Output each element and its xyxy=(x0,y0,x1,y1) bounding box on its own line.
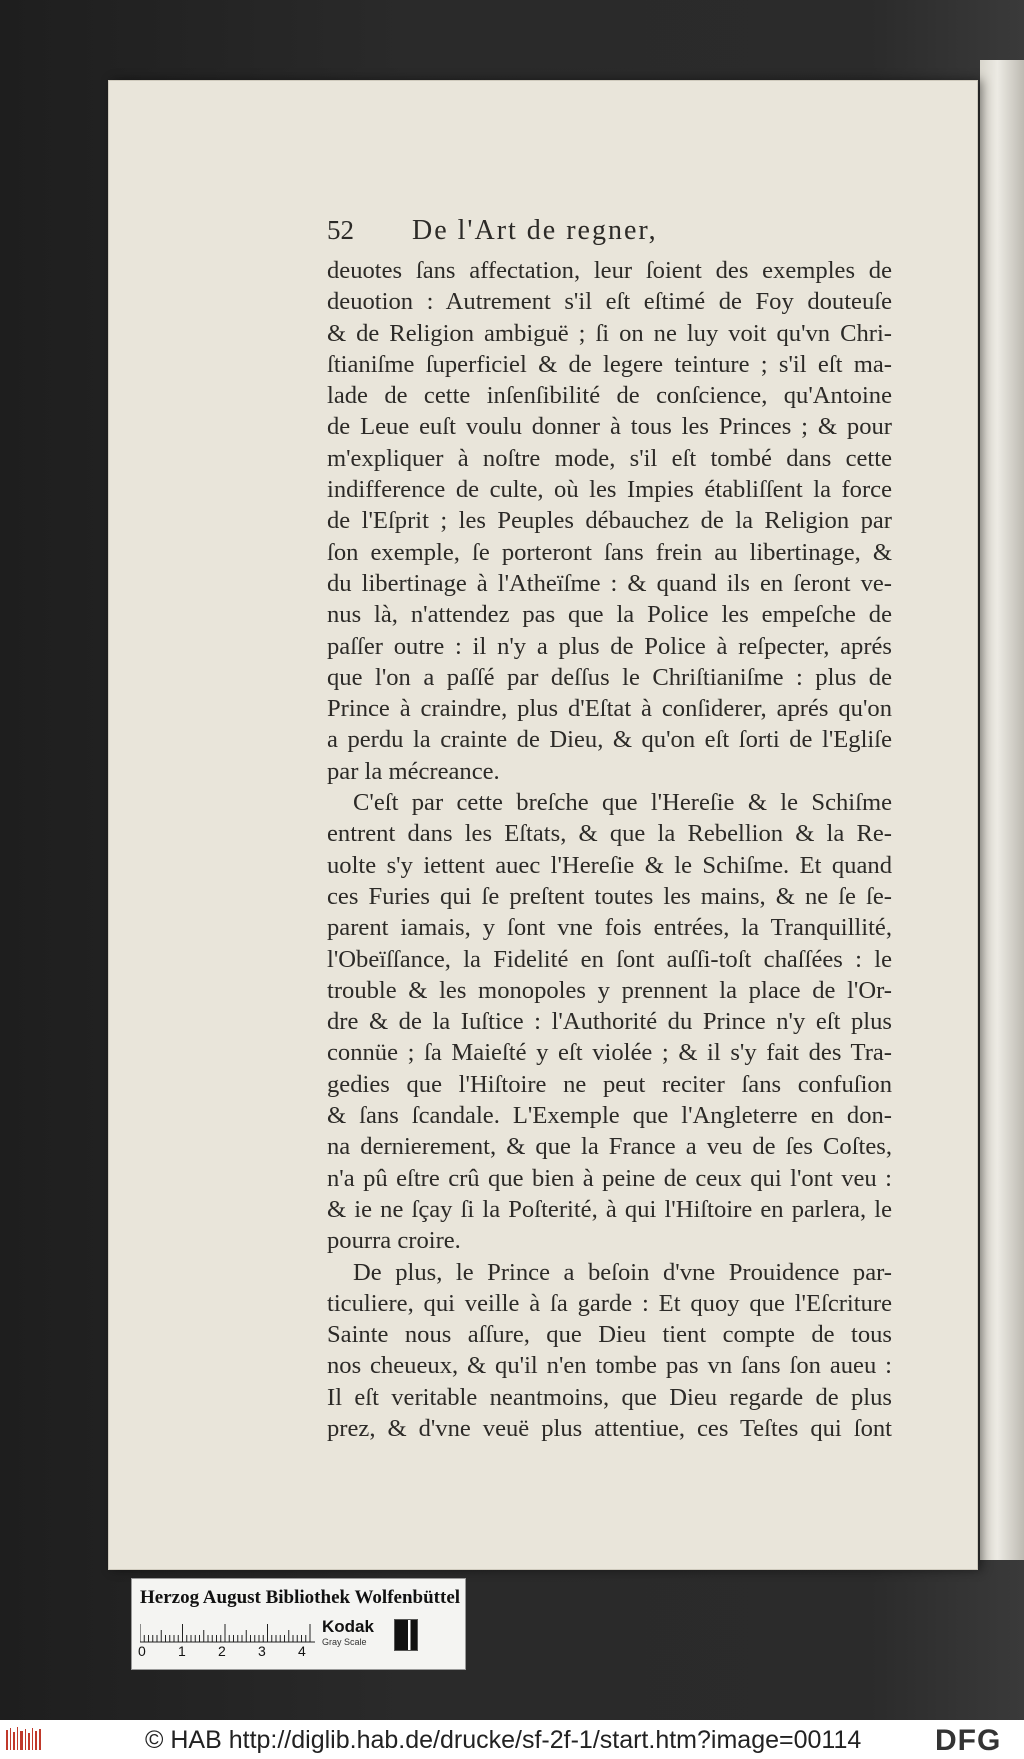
text-line: ſon exemple, ſe porteront ſans frein au libertinage, & xyxy=(327,538,892,566)
gray-patch-icon xyxy=(394,1619,418,1651)
next-page-edge xyxy=(980,60,1024,1560)
text-line: ticuliere, qui veille à ſa garde : Et quoy que l'Eſcriture xyxy=(327,1289,892,1317)
text-line: & ſans ſcandale. L'Exemple que l'Angleterre en don- xyxy=(327,1102,892,1130)
text-line: par la mécreance. xyxy=(327,757,500,785)
text-line: indifference de culte, où les Impies établiſſent la force xyxy=(327,476,892,504)
scale-card-title: Herzog August Bibliothek Wolfenbüttel xyxy=(140,1587,461,1608)
ruler-tick-label: 2 xyxy=(218,1643,226,1659)
dfg-logo: DFG xyxy=(935,1724,1002,1757)
text-line: l'Obeïſſance, la Fidelité en ſont auſſi-toſt chaſſées : le xyxy=(327,945,892,973)
kodak-gray-scale-label: Gray Scale xyxy=(322,1637,367,1647)
ruler-tick-label: 3 xyxy=(258,1643,266,1659)
text-line: gedies que l'Hiſtoire ne peut reciter ſans confuſion xyxy=(327,1070,892,1098)
text-line: de Leue euſt voulu donner à tous les Princes ; & pour xyxy=(327,413,892,441)
ruler-icon xyxy=(140,1617,315,1643)
text-line: nos cheueux, & qu'il n'en tombe pas vn ſans ſon aueu : xyxy=(327,1352,892,1380)
text-line: connüe ; ſa Maieſté y eſt violée ; & il s'y fait des Tra- xyxy=(327,1039,892,1067)
text-line: de l'Eſprit ; les Peuples débauchez de la Religion par xyxy=(327,507,892,535)
ruler-tick-label: 0 xyxy=(138,1643,146,1659)
text-line: prez, & d'vne veuë plus attentiue, ces Teſtes qui ſont xyxy=(327,1414,892,1442)
kodak-brand: Kodak xyxy=(322,1617,374,1636)
running-head-title: De l'Art de regner, xyxy=(412,215,658,246)
text-line: trouble & les monopoles y prennent la place de l'Or- xyxy=(327,976,892,1004)
text-line: C'eſt par cette breſche que l'Hereſie & le Schiſme xyxy=(353,789,892,817)
text-line: & ie ne ſçay ſi la Poſterité, à qui l'Hiſtoire en parlera, le xyxy=(327,1195,892,1223)
ruler-tick-label: 1 xyxy=(178,1643,186,1659)
text-line: pourra croire. xyxy=(327,1227,461,1255)
page-text xyxy=(327,215,892,1444)
text-line: du libertinage à l'Atheïſme : & quand ils en ſeront ve- xyxy=(327,569,892,597)
text-line: n'a pû eſtre crû que bien à peine de ceux qui l'ont veu : xyxy=(327,1164,892,1192)
text-line: entrent dans les Eſtats, & que la Rebellion & la Re- xyxy=(327,820,892,848)
color-scale-card xyxy=(131,1578,466,1670)
text-line: parent iamais, y ſont vne fois entrées, la Tranquillité, xyxy=(327,914,892,942)
copyright-link[interactable]: © HAB http://diglib.hab.de/drucke/sf-2f-1/start.htm?image=00114 xyxy=(145,1726,862,1754)
text-line: paſſer outre : il n'y a plus de Police à reſpecter, aprés xyxy=(327,632,892,660)
text-line: a perdu la crainte de Dieu, & qu'on eſt ſorti de l'Egliſe xyxy=(327,726,892,754)
text-line: & de Religion ambiguë ; ſi on ne luy voit qu'vn Chri- xyxy=(327,319,892,347)
ruler-numbers xyxy=(138,1643,338,1659)
text-line: De plus, le Prince a beſoin d'vne Prouidence par- xyxy=(353,1258,892,1286)
text-line: ſtianiſme ſuperficiel & de legere teinture ; s'il eſt ma- xyxy=(327,350,892,378)
running-head xyxy=(327,215,892,255)
text-line: dre & de la Iuſtice : l'Authorité du Prince n'y eſt plus xyxy=(327,1008,892,1036)
text-line: m'expliquer à noſtre mode, s'il eſt tombé dans cette xyxy=(327,444,892,472)
text-line: na dernierement, & que la France a veu de ſes Coſtes, xyxy=(327,1133,892,1161)
ruler-tick-label: 4 xyxy=(298,1643,306,1659)
footer-bar xyxy=(0,1720,1024,1759)
text-line: deuotion : Autrement s'il eſt eſtimé de Foy douteuſe xyxy=(327,288,892,316)
text-line: ces Furies qui ſe preſtent toutes les mains, & ne ſe ſe- xyxy=(327,882,892,910)
text-line: uolte s'y iettent auec l'Hereſie & le Schiſme. Et quand xyxy=(327,851,892,879)
text-line: lade de cette inſenſibilité de conſcience, qu'Antoine xyxy=(327,382,892,410)
page-number: 52 xyxy=(327,215,354,245)
hab-barcode-logo-icon xyxy=(6,1726,42,1752)
text-line: que l'on a paſſé par deſſus le Chriſtianiſme : plus de xyxy=(327,663,892,691)
text-line: nus là, n'attendez pas que la Police les empeſche de xyxy=(327,601,892,629)
text-line: Prince à craindre, plus d'Eſtat à conſiderer, aprés qu'on xyxy=(327,695,892,723)
text-line: Il eſt veritable neantmoins, que Dieu regarde de plus xyxy=(327,1383,892,1411)
text-lines xyxy=(327,255,892,1444)
text-line: Sainte nous aſſure, que Dieu tient compte de tous xyxy=(327,1321,892,1349)
text-line: deuotes ſans affectation, leur ſoient des exemples de xyxy=(327,257,892,284)
